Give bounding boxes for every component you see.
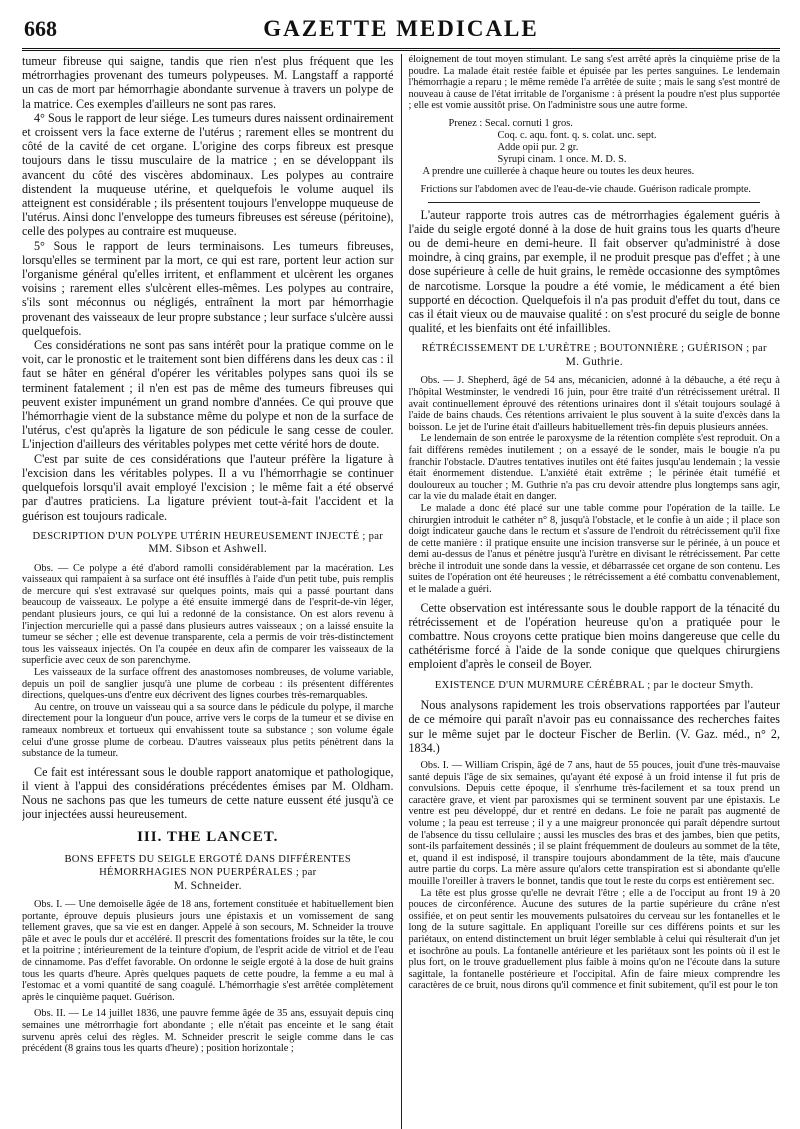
observation-paragraph: Au centre, on trouve un vaisseau qui a sa source dans le pédicule du polype, il marche directement pour la longueur d'un pouce, arrive vers le corps de la tumeur et se divise en rameaux nombreux et tortueux qui envahissent toute sa substance ; son volume égale celui d'une grosse plume de corbeau. D'autres vaisseaux plus petits pénètrent dans la substance de la tumeur. — [22, 701, 394, 760]
observation-paragraph: Obs. II. — Le 14 juillet 1836, une pauvre femme âgée de 35 ans, essuyait depuis cinq semaines une métrorrhagie fort abondante ; elle n'était pas enceinte et le sang était survenu après celui des règles. M. Schneider prescrit le seigle comme dans le cas précédent (8 grains tous les quarts d'heure) ; position horizontale ; — [22, 1008, 394, 1055]
article-title: EXISTENCE D'UN MURMURE CÉRÉBRAL ; par le docteur — [434, 679, 716, 691]
paragraph: Nous analysons rapidement les trois observations rapportées par l'auteur de ce mémoire qui paraît n'avoir pas eu connaissance des recherches faites sur le même sujet par le docteur Fischer de Berlin. (V. Gaz. méd., n° 2, 1834.) — [408, 698, 780, 755]
observation-paragraph: Obs. — J. Shepherd, âgé de 54 ans, mécanicien, adonné à la débauche, a été reçu à l'hôpital Westminster, le vendredi 16 juin, pour être traité d'un rétrécissement urétral. Il avait continuellement éprouvé des rétentions urinaires dont il s'était toujours soulagé à l'aide de bains chauds. Ces rétentions arrivaient le plus souvent à la suite d'excès dans la boisson. Le jet de l'urine était d'ailleurs habituellement très-fin depuis plusieurs années. — [408, 375, 780, 433]
section-title: III. THE LANCET. — [137, 828, 279, 845]
prescription-line: Adde opii pur. 2 gr. — [497, 141, 579, 153]
two-column-body — [22, 54, 780, 1129]
article-heading — [22, 530, 394, 557]
observation-paragraph: éloignement de tout moyen stimulant. Le sang s'est arrêté après la cinquième prise de la poudre. La malade était restée faible et épuisée par les pertes sanguines. Le lendemain l'hémorrhagie a reparu ; le même remède l'a arrêtée de suite ; mais le sang s'est montré de nouveau à cause de l'état irritable de l'organisme : à présent la poudre n'est plus supportée ; elle est vomie aussitôt prise. On l'administre sous une autre forme. — [408, 54, 780, 112]
observation-paragraph: Obs. — Ce polype a été d'abord ramolli considérablement par la macération. Les vaisseaux qui rampaient à sa surface ont été insufflés à l'aide d'un petit tube, puis remplis de mercure qui s'est extravasé sur quelques points, mais qui a passé pourtant dans beaucoup de vaisseaux. Le polype a été ensuite immergé dans de l'esprit-de-vin léger, pendant plusieurs jours, ce qui lui a redonné de la consistance. On est alors revenu à l'injection mercurielle qui a passé dans plusieurs autres vaisseaux ; on a laissé ensuite la tumeur se sécher ; elle est devenue transparente, cela a permis de voir très-distinctement tous les vaisseaux injectés. On l'a coupée en deux afin de comparer les vaisseaux de la superficie avec ceux de son parenchyme. — [22, 562, 394, 667]
article-title: RÉTRÉCISSEMENT DE L'URÈTRE ; BOUTONNIÈRE ; GUÉRISON ; par — [421, 343, 767, 355]
article-heading — [408, 342, 780, 369]
observation-paragraph: Obs. I. — Une demoiselle âgée de 18 ans, fortement constituée et habituellement bien portante, éprouve depuis plusieurs jours une épistaxis et un vomissement de sang tellement graves, que sa vie est en danger. Appelé à son secours, M. Schneider la trouve pâle et avec le pouls dur et accéléré. Il prescrit des fomentations froides sur la tête, le cou et la poitrine ; intérieurement de la teinture d'opium, de l'esprit acide de vitriol et de l'eau de cinnamome. Pas d'effet favorable. On ordonne le seigle ergoté à la dose de huit grains tous les quarts d'heure. Après quelques paquets de cette poudre, la femme a eu mal à l'estomac et a vomi quantité de sang coagulé. L'hémorrhagie s'est arrêtée complètement après le cinquième paquet. Guérison. — [22, 899, 394, 1003]
paragraph: Cette observation est intéressante sous le double rapport de la ténacité du rétrécissement et de l'opération heureuse qu'on a pratiquée pour le combattre. Nous croyons cette pratique bien moins dangereuse que celle du cathétérisme forcé à l'aide de la sonde conique que quelques chirurgiens emploient d'après le conseil de Boyer. — [408, 600, 780, 672]
left-column — [22, 54, 394, 1129]
article-author: Smyth. — [718, 678, 754, 691]
paragraph: tumeur fibreuse qui saigne, tandis que rien n'est plus fréquent que les métrorrhagies provenant des tumeurs polypeuses. M. Langstaff a rapporté un cas de mort par hémorrhagie abondante survenue à travers un polype de la matrice. Ces exemples d'ailleurs ne sont pas rares. — [22, 54, 394, 111]
column-divider — [401, 54, 402, 1129]
observation-paragraph: Le lendemain de son entrée le paroxysme de la rétention complète s'est reproduit. On a fait différens remèdes inutilement ; on a essayé de le sonder, mais le bougie n'a pu franchir l'obstacle. D'autres tentatives inutiles ont été faites jusqu'au lendemain ; la vessie était énormement distendue. L'anxiété était extrême ; le périnée était tuméfié et douloureux au toucher ; M. Guthrie n'a pas cru devoir attendre plus longtemps sans agir, car la vie du malade était en danger. — [408, 433, 780, 503]
paragraph: 5° Sous le rapport de leurs terminaisons. Les tumeurs fibreuses, lorsqu'elles se terminent par la mort, ce qui est rare, portent leur action sur l'organisme général qu'elles irritent, et enflamment et ulcèrent les organes voisins ; rarement elles s'ulcèrent elles-mêmes. Les polypes au contraire, s'ils sont méconnus ou négligés, entraînent la mort par hémorrhagie provenant des vaisseaux de leur propre substance ; leur surface s'ulcère aussi quelquefois. — [22, 238, 394, 338]
paragraph: L'auteur rapporte trois autres cas de métrorrhagies également guéris à l'aide du seigle ergoté donné à la dose de huit grains tous les quarts d'heure ou de demi-heure en demi-heure. Il fait observer qu'administré à dose moindre, à cinq grains, par exemple, il ne produit presque pas d'effet ; à une dose supérieure à celle de huit grains, le remède occasionne des symptômes de narcotisme. Lorsque la poudre a été vomie, le médicament a été bien supporté en décoction. Quelquefois il n'a pas produit d'effet du tout, dans ce cas il était vieux ou de mauvaise qualité : on s'est procuré du seigle de bonne qualité, et les bienfaits ont été infaillibles. — [408, 207, 780, 336]
article-author: M. Schneider. — [173, 879, 242, 892]
page-header — [22, 14, 780, 51]
article-author: MM. Sibson et Ashwell. — [148, 543, 268, 556]
observation-paragraph: Frictions sur l'abdomen avec de l'eau-de-vie chaude. Guérison radicale prompte. — [420, 183, 751, 195]
prescription — [408, 118, 780, 178]
article-heading — [22, 853, 394, 894]
observation-paragraph: La tête est plus grosse qu'elle ne devrait l'être ; elle a de l'occiput au front 19 à 20 pouces de circonférence. Aucune des sutures de la partie supérieure du crâne n'est ossifiée, et on peut sentir les mouvements pulsatoires du cerveau sur les fontanelles et le long de la suture sagittale. En appliquant l'oreille sur ces différens points et sur les pariétaux, on entend distinctement un bruit léger semblable à celui qui résulterait d'un jet et isochrône au pouls. La fontanelle antérieure et les pariétaux sont les points où il est le plus fort, on le trouve graduellement plus faible à moins qu'on ne l'écoute dans la suture sagittale, la fontanelle postérieure et l'occipital. Afin de faire mieux comprendre les caractères de ce bruit, nous dirons qu'il commence et finit subitement, qu'il est pour le ton — [408, 887, 780, 992]
page-number: 668 — [24, 16, 57, 41]
paragraph: Ce fait est intéressant sous le double rapport anatomique et pathologique, il vient à l'appui des considérations précédentes émises par M. Oldham. Nous ne sachons pas que les tumeurs de cette nature eussent été jusqu'à ce jour injectées aussi heureusement. — [22, 764, 394, 822]
journal-title: GAZETTE MEDICALE — [263, 16, 539, 41]
article-title: BONS EFFETS DU SEIGLE ERGOTÉ DANS DIFFÉRENTES HÉMORRHAGIES NON PUERPÉRALES ; par — [64, 853, 352, 879]
paragraph: 4° Sous le rapport de leur siége. Les tumeurs dures naissent ordinairement et croissent vers la face externe de l'utérus ; rarement elles se montrent du côté de la cavité de cet organe. L'origine des corps fibreux est presque toujours dans le tissu musculaire de la matrice ; en se développant ils avancent du côté des viscères abdominaux. Les polypes au contraire distendent la muqueuse utérine, et quelquefois le volume auquel ils atteignent est considérable ; ils présentent toujours l'enveloppe muqueuse de l'utérus. Ainsi donc l'enveloppe des tumeurs fibreuses est séreuse (péritoine), celle des polypes au contraire est muqueuse. — [22, 110, 394, 239]
observation-paragraph: Les vaisseaux de la surface offrent des anastomoses nombreuses, de volume variable, depuis un poil de sanglier jusqu'à une plume de corbeau : ils présentent différentes directions, quelques-uns d'entre eux décrivent des lignes courbes très-remarquables. — [22, 667, 394, 702]
paragraph: Ces considérations ne sont pas sans intérêt pour la pratique comme on le voit, car le pronostic et le traitement sont bien différens dans les deux cas : il faut se hâter en général d'opérer les véritables polypes sans quoi ils se terminent fatalement ; il n'en est pas de même des tumeurs fibreuses qui peuvent exister impunément un grand nombre d'années. Ce qui prouve que l'hémorrhagie vient de la substance même du polype et non de la surface de l'utérus, c'est qu'après la ligature de son pédicule le sang cesse de couler. L'injection d'ailleurs des véritables polypes met cette vérité hors de doute. — [22, 338, 394, 452]
prescription-line: Coq. c. aqu. font. q. s. colat. unc. sept. — [497, 129, 657, 141]
article-author: M. Guthrie. — [565, 355, 623, 368]
right-column — [408, 54, 780, 1129]
prescription-line: Prenez : Secal. cornuti 1 gros. — [448, 117, 573, 129]
observation-paragraph: Le malade a donc été placé sur une table comme pour l'opération de la taille. Le chirurgien introduit le cathéter n° 8, jusqu'à l'obstacle, et le confie à un aide ; il place son doigt indicateur gauche dans le rectum et s'assure de l'endroit du rétrécissement qu'il fixe de cette manière : il pratique ensuite une incision transverse sur le périnée, à un pouce et demi au-dessus de l'anus et pénètre jusqu'à l'urètre en divisant le rétrécissement. Par cette brèche il introduit une sonde dans la vessie, et débarrassée cet organe de son contenu. Les suites de l'opération ont été heureuses ; le rétrécissement a été combattu convenablement, et le malade a guéri. — [408, 502, 780, 596]
prescription-line: Syrupi cinam. 1 once. M. D. S. — [497, 153, 627, 165]
article-heading — [408, 679, 780, 693]
paragraph: C'est par suite de ces considérations que l'auteur préfère la ligature à l'excision dans les véritables polypes. Il a vu l'hémorrhagie se continuer quelquefois lorsqu'il avait employé l'excision ; le même fait a été observé par d'autres praticiens. La ligature prévient tout-à-fait l'accident et la guérison est toujours radicale. — [22, 451, 394, 523]
prescription-line: A prendre une cuillerée à chaque heure ou toutes les deux heures. — [422, 165, 695, 177]
article-title: DESCRIPTION D'UN POLYPE UTÉRIN HEUREUSEMENT INJECTÉ ; par — [32, 530, 384, 542]
observation-paragraph: Obs. I. — William Crispin, âgé de 7 ans, haut de 55 pouces, jouit d'une très-mauvaise santé depuis l'âge de six semaines, qu'ayant été exposé à un froid intense il fut pris de convulsions. Depuis cette époque, il s'enrhume très-facilement et sa toux prend un caractère grave, et vient par paroxismes qui se terminent souvent par une épistaxis. Le ventre est peu développé, dur et rentré en dedans. Le foie ne paraît pas augmenté de volume ; la peau est terreuse ; il y a une maigreur prononcée qui paraît dépendre surtout de l'absence du tissu cellulaire ; aussi les muscles des bras et des jambes, bien que petits, sont-ils parfaitement dessinés ; il se plaint fréquemment de douleurs au sommet de la tête, et, quand il est indisposé, il transpire toujours abondamment de la tête, mais d'aucune autre partie du corps. La mère assure qu'alors cette transpiration est si abondante qu'elle mouille l'oreiller à travers le bonnet, tandis que tout le reste du corps est entièrement sec. — [408, 760, 780, 887]
